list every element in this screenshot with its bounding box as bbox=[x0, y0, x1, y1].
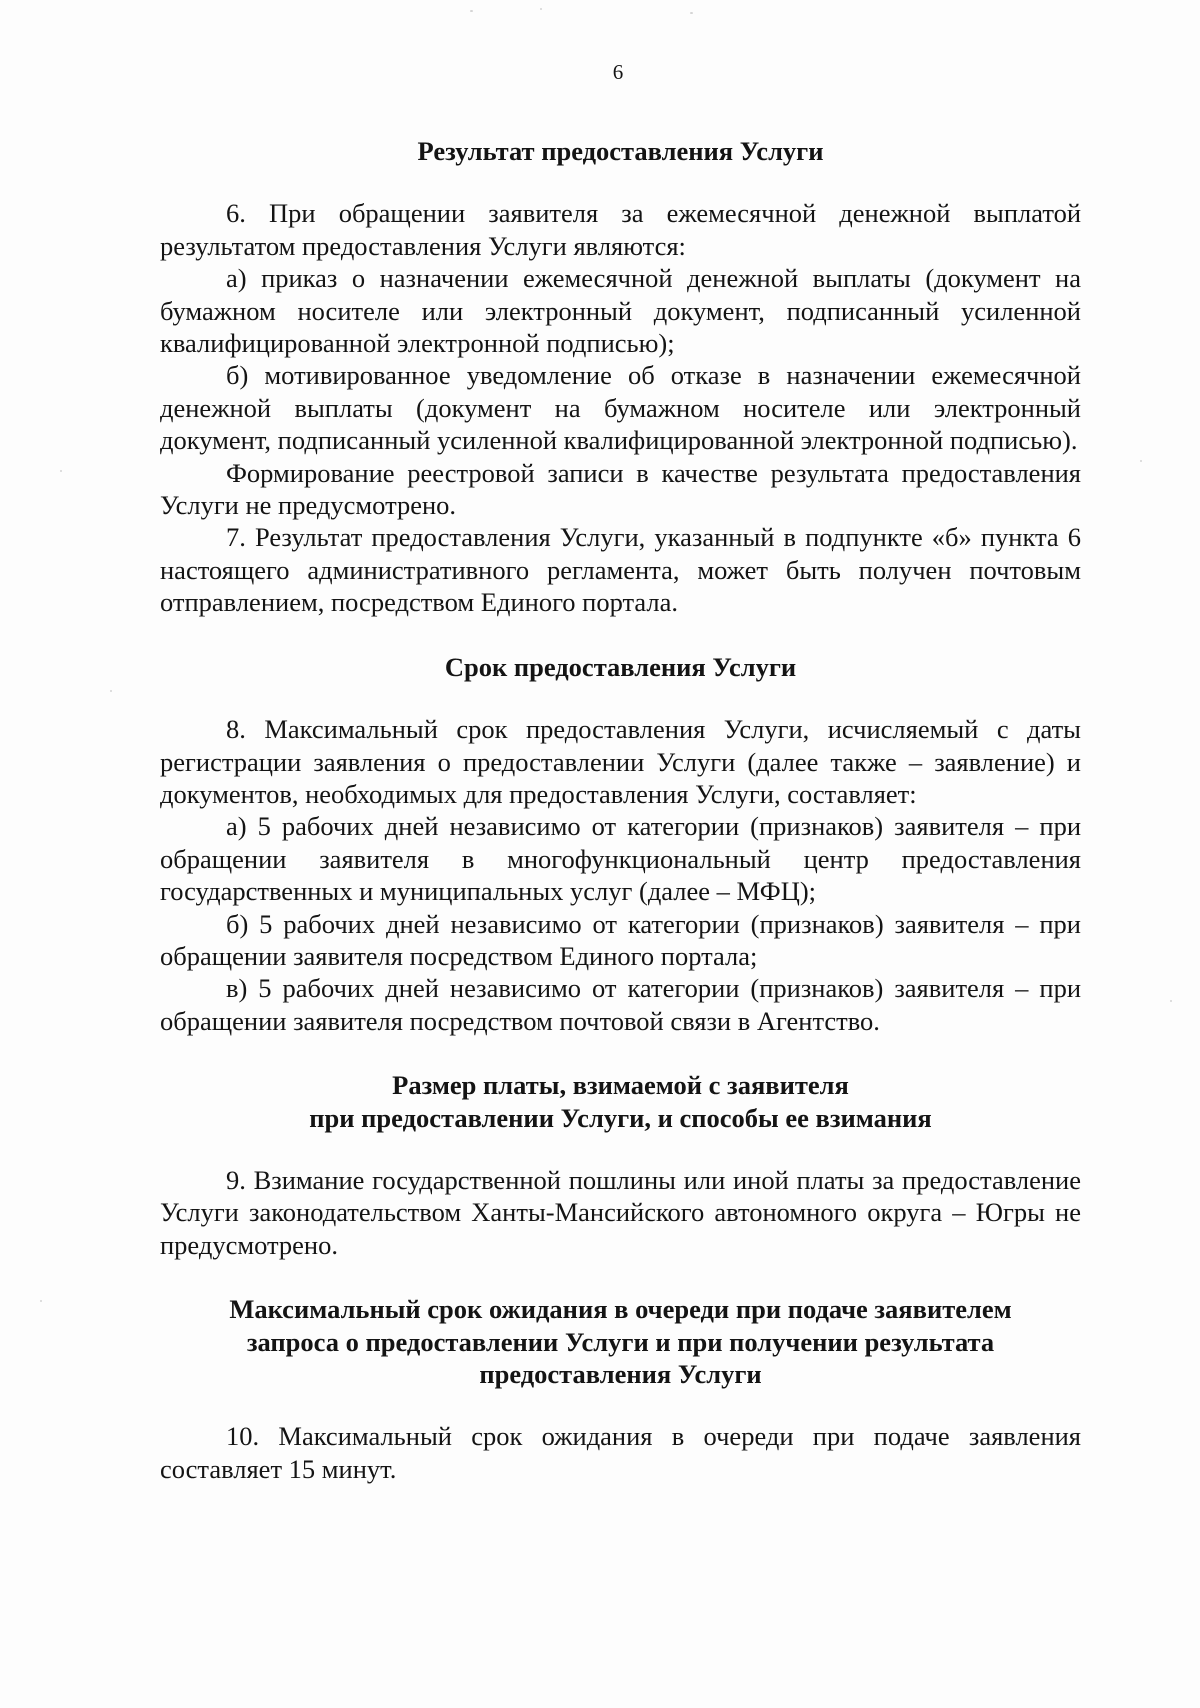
paragraph-8a: а) 5 рабочих дней независимо от категории (признаков) заявителя – при обращении заявителя в многофункциональный центр предоставления государственных и муниципальных услуг (далее – МФЦ); bbox=[160, 811, 1081, 907]
paragraph-8: 8. Максимальный срок предоставления Услуги, исчисляемый с даты регистрации заявления о предоставлении Услуги (далее также – заявление) и документов, необходимых для предоставления Услуги, составляет: bbox=[160, 714, 1081, 809]
paragraph-9: 9. Взимание государственной пошлины или иной платы за предоставление Услуги законодательством Ханты-Мансийского автономного округа – Югры не предусмотрено. bbox=[160, 1164, 1081, 1260]
section-heading-fee-line-2: при предоставлении Услуги, и способы ее взимания bbox=[309, 1102, 932, 1133]
section-heading-queue-line-3: предоставления Услуги bbox=[479, 1359, 762, 1389]
scan-speckle bbox=[110, 690, 112, 692]
paragraph-8b: б) 5 рабочих дней независимо от категории (признаков) заявителя – при обращении заявителя посредством Единого портала; bbox=[160, 908, 1081, 971]
section-heading-queue-line-2: запроса о предоставлении Услуги и при получении результата bbox=[246, 1326, 995, 1357]
scan-speckle bbox=[1170, 1000, 1172, 1002]
paragraph-6a: а) приказ о назначении ежемесячной денежной выплаты (документ на бумажном носителе или электронный документ, подписанный усиленной квалифицированной электронной подписью); bbox=[160, 263, 1081, 359]
scan-speckle bbox=[1140, 460, 1142, 462]
section-heading-queue-line-1: Максимальный срок ожидания в очереди при подаче заявителем bbox=[229, 1294, 1012, 1325]
section-heading-term: Срок предоставления Услуги bbox=[444, 651, 797, 682]
paragraph-registry-note: Формирование реестровой записи в качестве результата предоставления Услуги не предусмотрено. bbox=[160, 457, 1081, 521]
scan-speckle bbox=[540, 8, 542, 10]
scan-speckle bbox=[690, 12, 693, 14]
paragraph-10: 10. Максимальный срок ожидания в очереди при подаче заявления составляет 15 минут. bbox=[160, 1421, 1081, 1484]
section-heading-fee-line-1: Размер платы, взимаемой с заявителя bbox=[392, 1070, 849, 1101]
paragraph-7: 7. Результат предоставления Услуги, указанный в подпункте «б» пункта 6 настоящего административного регламента, может быть получен почтовым отправлением, посредством Единого портала. bbox=[160, 522, 1081, 618]
scan-speckle bbox=[60, 470, 62, 472]
paragraph-8c: в) 5 рабочих дней независимо от категории (признаков) заявителя – при обращении заявителя посредством почтовой связи в Агентство. bbox=[160, 973, 1081, 1036]
section-heading-result: Результат предоставления Услуги bbox=[417, 136, 824, 166]
scan-speckle bbox=[470, 10, 473, 12]
scan-speckle bbox=[40, 1300, 42, 1302]
paragraph-6b: б) мотивированное уведомление об отказе в назначении ежемесячной денежной выплаты (документ на бумажном носителе или электронный документ, подписанный усиленной квалифицированной электронной подписью). bbox=[160, 360, 1081, 456]
paragraph-6: 6. При обращении заявителя за ежемесячной денежной выплатой результатом предоставления Услуги являются: bbox=[160, 198, 1081, 261]
document-body bbox=[160, 135, 1081, 1485]
page-number: 6 bbox=[612, 60, 624, 84]
